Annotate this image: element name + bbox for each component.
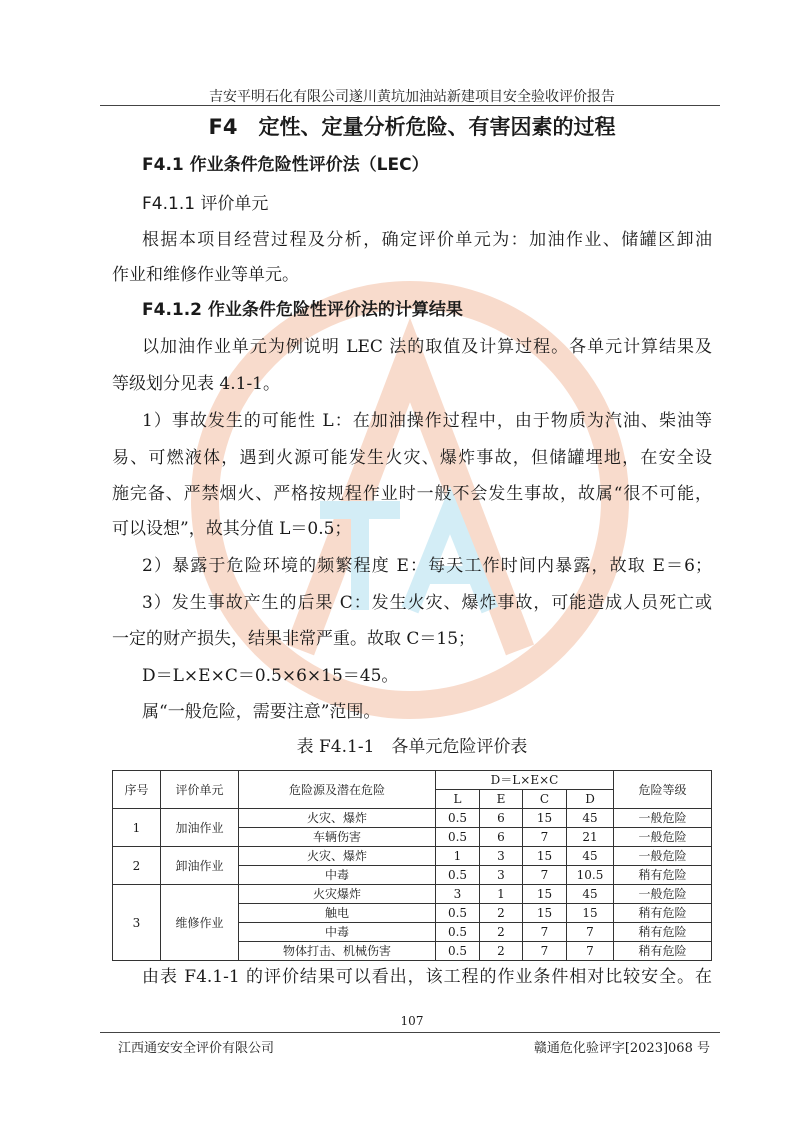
- cell-hazard: 火灾、爆炸: [239, 847, 436, 866]
- cell-C: 7: [523, 828, 567, 847]
- cell-C: 15: [523, 809, 567, 828]
- header-level: 危险等级: [614, 771, 712, 809]
- cell-D: 15: [567, 904, 614, 923]
- page-number: 107: [400, 1014, 424, 1028]
- footer-report-number: 赣通危化验评字[2023]068 号: [533, 1041, 710, 1056]
- paragraph-line: 施完备、严禁烟火、严格按规程作业时一般不会发生事故，故属“很不可能，: [112, 484, 712, 504]
- cell-no: 3: [113, 885, 161, 961]
- cell-hazard: 中毒: [239, 866, 436, 885]
- heading-f4-1-2: F4.1.2 作业条件危险性评价法的计算结果: [142, 300, 463, 320]
- cell-no: 2: [113, 847, 161, 885]
- cell-L: 0.5: [436, 866, 480, 885]
- cell-level: 稍有危险: [614, 866, 712, 885]
- cell-L: 0.5: [436, 923, 480, 942]
- paragraph-line: 易、可燃液体，遇到火源可能发生火灾、爆炸事故，但储罐埋地，在安全设: [112, 448, 712, 468]
- cell-C: 15: [523, 847, 567, 866]
- cell-L: 0.5: [436, 904, 480, 923]
- paragraph-line: 可以设想”，故其分值 L＝0.5；: [112, 519, 352, 539]
- cell-D: 45: [567, 847, 614, 866]
- formula-line: D＝L×E×C＝0.5×6×15＝45。: [142, 666, 399, 686]
- header-hazard: 危险源及潜在危险: [239, 771, 436, 809]
- chapter-title: F4 定性、定量分析危险、有害因素的过程: [208, 115, 616, 139]
- cell-L: 1: [436, 847, 480, 866]
- cell-C: 15: [523, 885, 567, 904]
- cell-D: 7: [567, 923, 614, 942]
- cell-level: 一般危险: [614, 828, 712, 847]
- header-no: 序号: [113, 771, 161, 809]
- cell-hazard: 车辆伤害: [239, 828, 436, 847]
- cell-hazard: 火灾爆炸: [239, 885, 436, 904]
- hazard-evaluation-table: [112, 770, 712, 961]
- table-row: [113, 885, 712, 904]
- heading-f4-1: F4.1 作业条件危险性评价法（LEC）: [142, 155, 429, 175]
- cell-level: 一般危险: [614, 885, 712, 904]
- cell-C: 7: [523, 866, 567, 885]
- cell-level: 一般危险: [614, 809, 712, 828]
- header-unit: 评价单元: [161, 771, 239, 809]
- paragraph-line: 由表 F4.1-1 的评价结果可以看出，该工程的作业条件相对比较安全。在: [142, 967, 712, 987]
- paragraph-line: 1）事故发生的可能性 L：在加油操作过程中，由于物质为汽油、柴油等: [142, 411, 712, 431]
- cell-level: 稍有危险: [614, 923, 712, 942]
- cell-hazard: 物体打击、机械伤害: [239, 942, 436, 961]
- header-rule: [100, 105, 720, 106]
- cell-hazard: 触电: [239, 904, 436, 923]
- paragraph-line: 2）暴露于危险环境的频繁程度 E：每天工作时间内暴露，故取 E＝6；: [142, 556, 712, 576]
- cell-level: 稍有危险: [614, 942, 712, 961]
- cell-D: 21: [567, 828, 614, 847]
- cell-E: 1: [480, 885, 523, 904]
- header-formula: D＝L×E×C: [436, 771, 614, 790]
- cell-C: 15: [523, 904, 567, 923]
- cell-L: 0.5: [436, 828, 480, 847]
- cell-level: 一般危险: [614, 847, 712, 866]
- paragraph-line: 根据本项目经营过程及分析，确定评价单元为：加油作业、储罐区卸油: [142, 230, 712, 250]
- cell-D: 45: [567, 885, 614, 904]
- paragraph-line: 等级划分见表 4.1-1。: [112, 374, 280, 394]
- cell-E: 2: [480, 942, 523, 961]
- cell-unit: 维修作业: [161, 885, 239, 961]
- cell-E: 3: [480, 866, 523, 885]
- paragraph-line: 以加油作业单元为例说明 LEC 法的取值及计算过程。各单元计算结果及: [142, 337, 712, 357]
- header-E: E: [480, 790, 523, 809]
- cell-E: 6: [480, 809, 523, 828]
- header-L: L: [436, 790, 480, 809]
- cell-no: 1: [113, 809, 161, 847]
- cell-hazard: 火灾、爆炸: [239, 809, 436, 828]
- cell-L: 3: [436, 885, 480, 904]
- header-C: C: [523, 790, 567, 809]
- running-header: 吉安平明石化有限公司遂川黄坑加油站新建项目安全验收评价报告: [209, 89, 615, 105]
- cell-D: 10.5: [567, 866, 614, 885]
- cell-unit: 加油作业: [161, 809, 239, 847]
- table-title: 表 F4.1-1 各单元危险评价表: [296, 737, 528, 757]
- cell-hazard: 中毒: [239, 923, 436, 942]
- cell-E: 6: [480, 828, 523, 847]
- header-D: D: [567, 790, 614, 809]
- cell-level: 稍有危险: [614, 904, 712, 923]
- table-row: [113, 809, 712, 828]
- paragraph-line: 属“一般危险，需要注意”范围。: [142, 702, 381, 722]
- table-header-row: [113, 771, 712, 790]
- footer-rule: [100, 1032, 720, 1033]
- cell-E: 3: [480, 847, 523, 866]
- cell-E: 2: [480, 904, 523, 923]
- cell-C: 7: [523, 942, 567, 961]
- footer-company: 江西通安安全评价有限公司: [118, 1041, 275, 1056]
- cell-D: 7: [567, 942, 614, 961]
- paragraph-line: 作业和维修作业等单元。: [112, 265, 299, 285]
- cell-D: 45: [567, 809, 614, 828]
- paragraph-line: 一定的财产损失，结果非常严重。故取 C＝15；: [112, 629, 476, 649]
- cell-E: 2: [480, 923, 523, 942]
- cell-unit: 卸油作业: [161, 847, 239, 885]
- heading-f4-1-1: F4.1.1 评价单元: [142, 194, 269, 214]
- table-row: [113, 847, 712, 866]
- cell-L: 0.5: [436, 809, 480, 828]
- cell-L: 0.5: [436, 942, 480, 961]
- paragraph-line: 3）发生事故产生的后果 C：发生火灾、爆炸事故，可能造成人员死亡或: [142, 593, 712, 613]
- cell-C: 7: [523, 923, 567, 942]
